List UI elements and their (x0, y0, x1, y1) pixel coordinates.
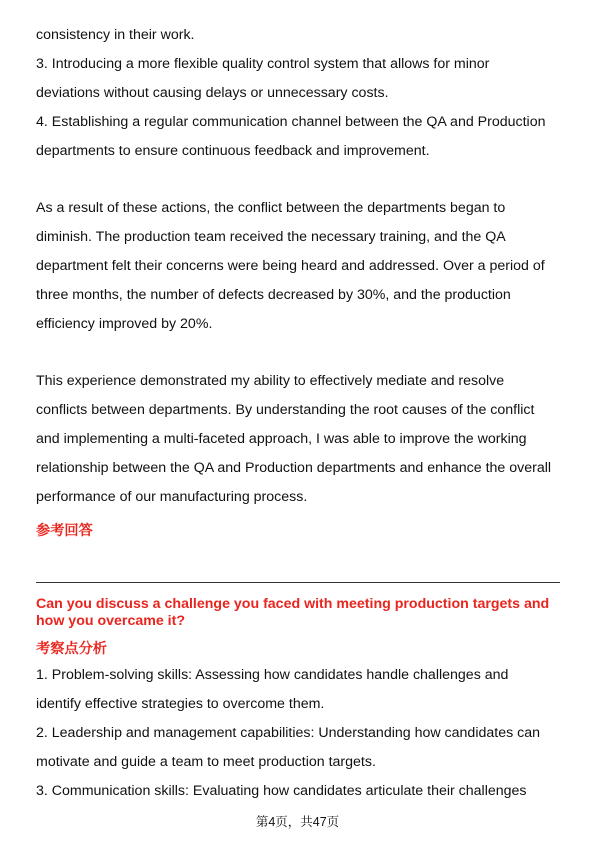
body-text-line: three months, the number of defects decreased by 30%, and the production (36, 287, 511, 303)
analysis-line: motivate and guide a team to meet production targets. (36, 754, 376, 770)
analysis-line: identify effective strategies to overcome them. (36, 696, 325, 712)
question-heading-line: how you overcame it? (36, 613, 186, 629)
body-text-line: consistency in their work. (36, 27, 195, 43)
analysis-line: 1. Problem-solving skills: Assessing how candidates handle challenges and (36, 667, 509, 683)
reference-answer-label: 参考回答 (36, 523, 93, 539)
body-text-line: department felt their concerns were being heard and addressed. Over a period of (36, 258, 545, 274)
body-text-line: This experience demonstrated my ability to effectively mediate and resolve (36, 373, 505, 389)
analysis-label: 考察点分析 (36, 641, 107, 657)
section-divider (36, 582, 560, 583)
body-text-line: 3. Introducing a more flexible quality control system that allows for minor (36, 56, 490, 72)
question-heading-line: Can you discuss a challenge you faced with meeting production targets and (36, 596, 550, 612)
body-text-line: and implementing a multi-faceted approach, I was able to improve the working (36, 431, 527, 447)
page-number: 第4页，共47页 (255, 815, 340, 829)
body-text-line: performance of our manufacturing process. (36, 489, 308, 505)
body-text-line: departments to ensure continuous feedback and improvement. (36, 143, 430, 159)
analysis-line: 2. Leadership and management capabilities: Understanding how candidates can (36, 725, 540, 741)
body-text-line: conflicts between departments. By understanding the root causes of the conflict (36, 402, 535, 418)
body-text-line: relationship between the QA and Production departments and enhance the overall (36, 460, 552, 476)
body-text-line: deviations without causing delays or unnecessary costs. (36, 85, 389, 101)
body-text-line: As a result of these actions, the conflict between the departments began to (36, 200, 506, 216)
analysis-line: 3. Communication skills: Evaluating how candidates articulate their challenges (36, 783, 527, 799)
body-text-line: 4. Establishing a regular communication channel between the QA and Production (36, 114, 546, 130)
body-text-line: efficiency improved by 20%. (36, 316, 213, 332)
body-text-line: diminish. The production team received the necessary training, and the QA (36, 229, 506, 245)
